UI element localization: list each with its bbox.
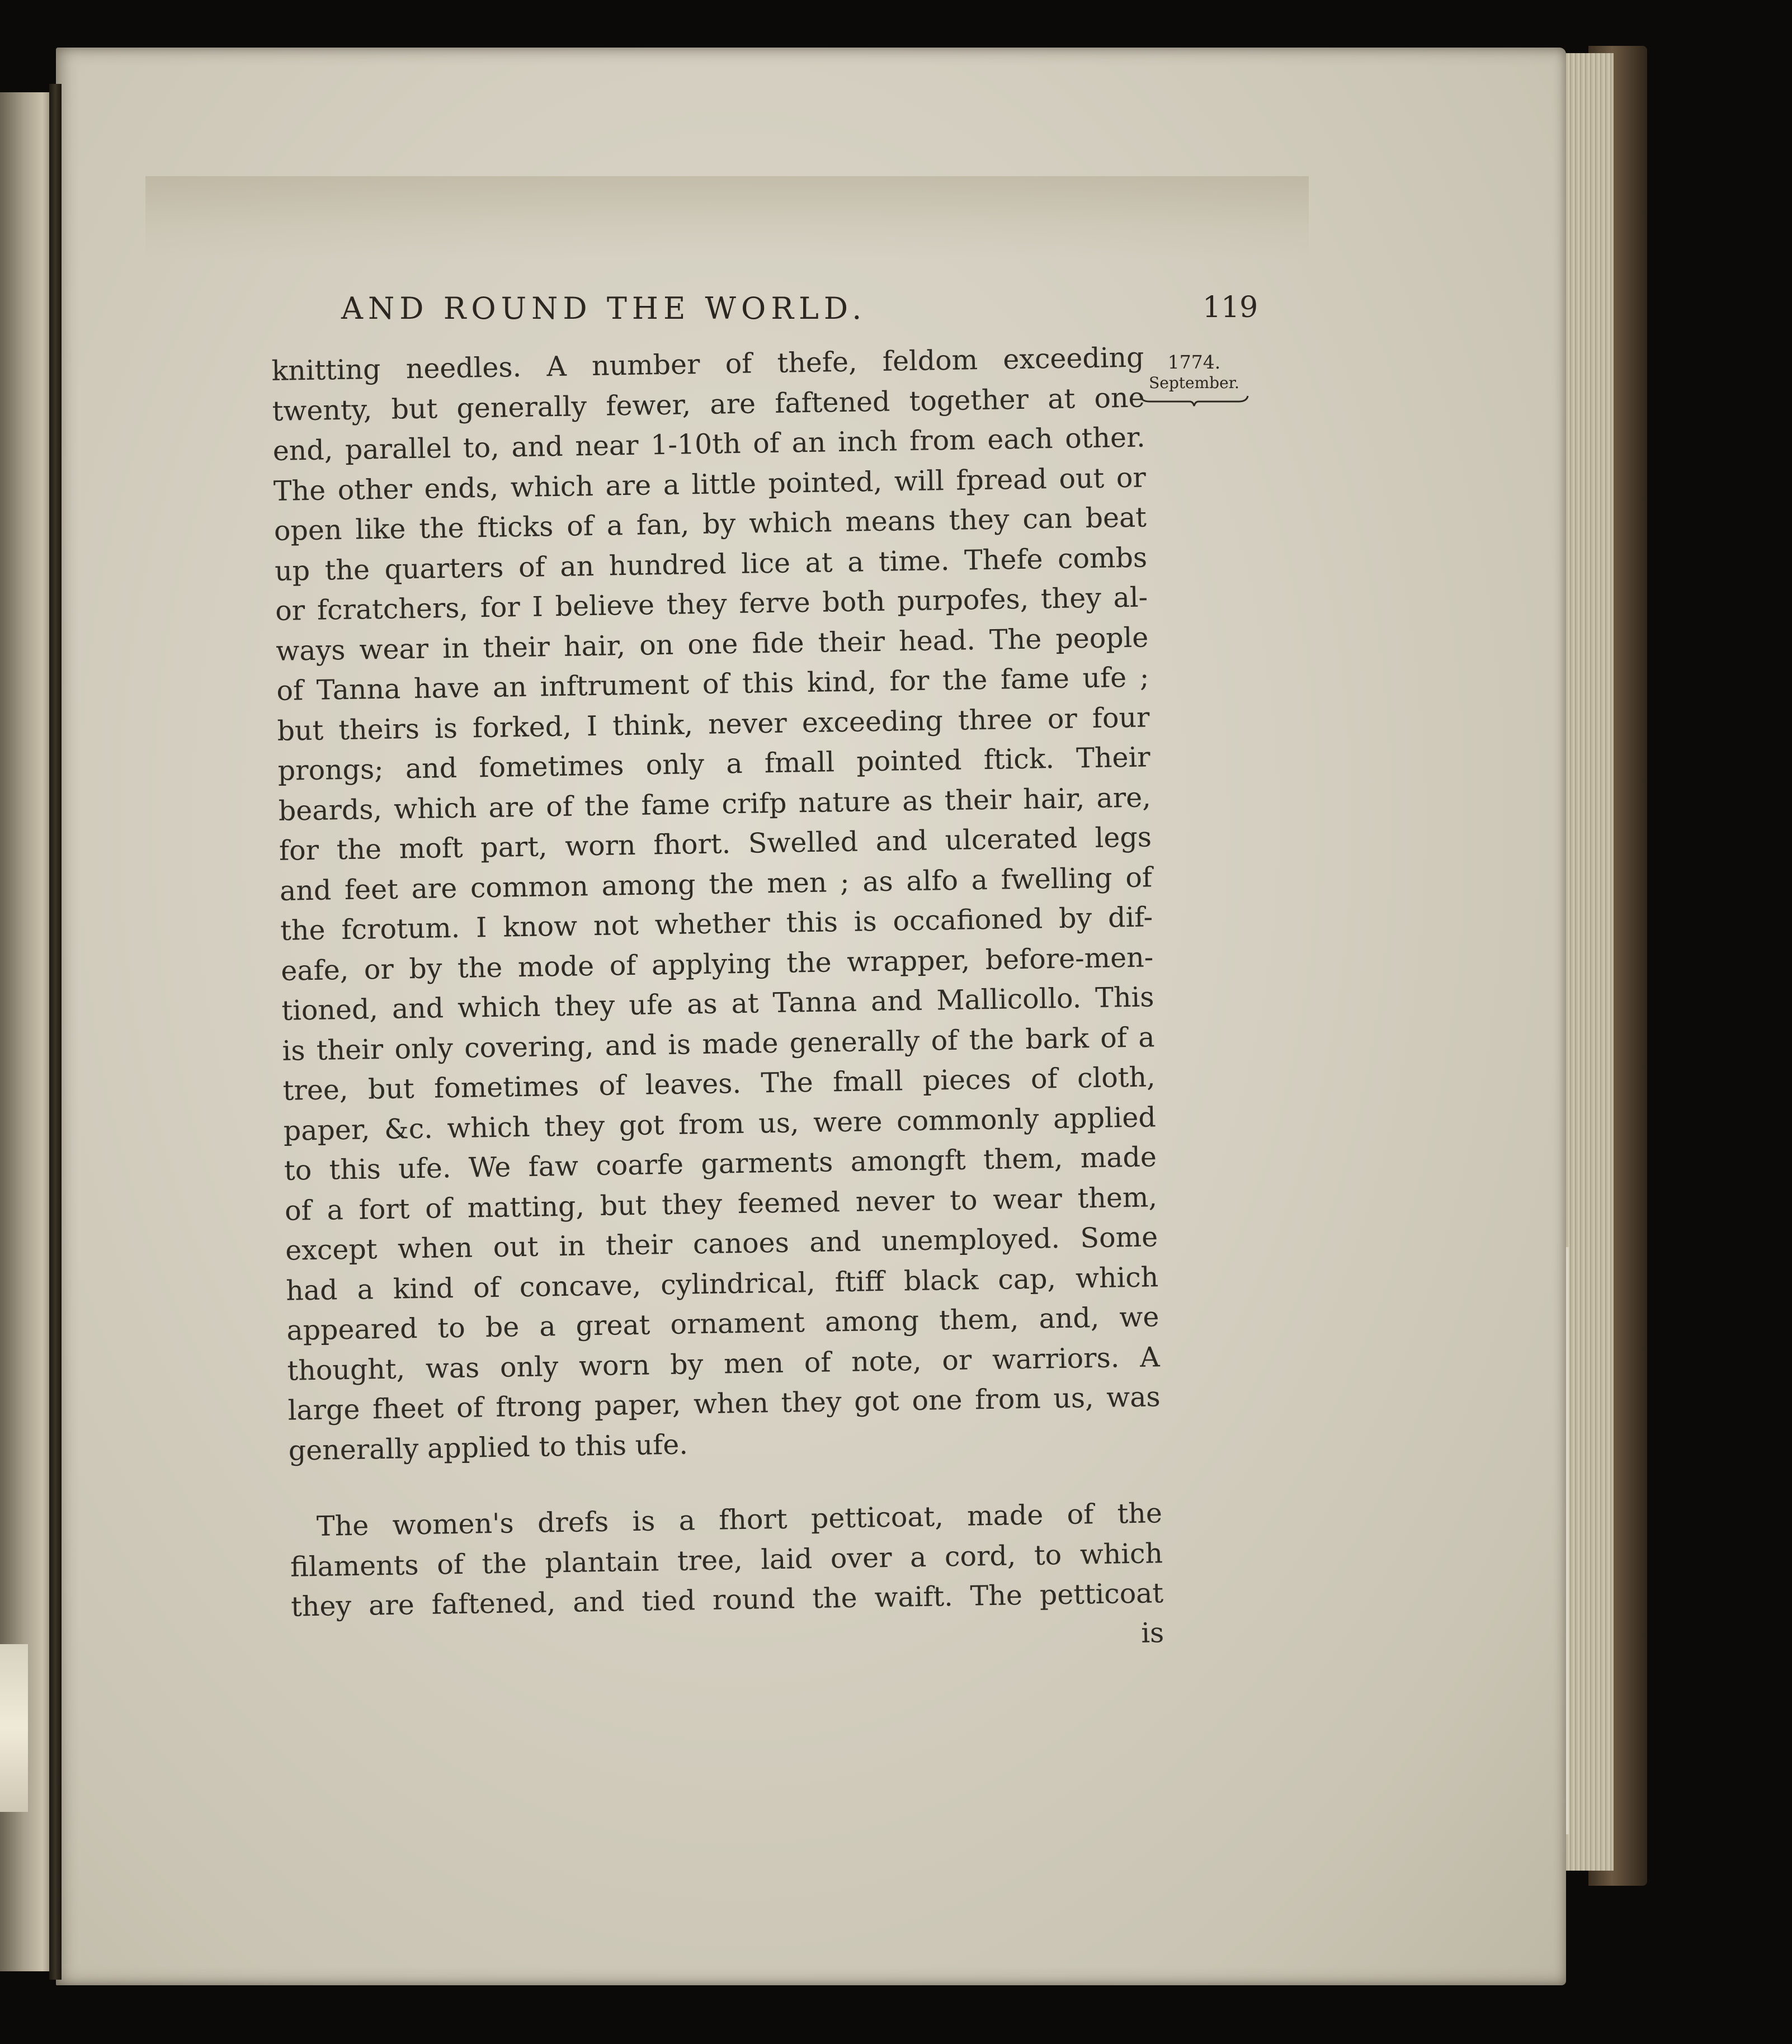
text-line: paper, &c. which they got from us, were commonly applied (283, 1101, 1157, 1147)
text-line: except when out in their canoes and unemployed. Some (285, 1221, 1158, 1267)
page-number: 119 (1202, 291, 1258, 324)
book-gutter (49, 84, 62, 1980)
plate-impression (145, 176, 1309, 260)
text-line: the fcrotum. I know not whether this is occafioned by dif- (280, 901, 1153, 947)
text-line: or fcratchers, for I believe they ferve both purpofes, they al- (275, 581, 1148, 627)
text-line: filaments of the plantain tree, laid over a cord, to which (290, 1537, 1163, 1583)
text-line: they are faftened, and tied round the waift. The petticoat (290, 1577, 1164, 1623)
text-line: ways wear in their hair, on one fide their head. The people (275, 621, 1149, 667)
text-line: of Tanna have an inftrument of this kind, for the fame ufe ; (276, 661, 1149, 707)
text-line: and feet are common among the men ; as alfo a fwelling of (279, 861, 1153, 907)
text-line: knitting needles. A number of thefe, feldom exceeding (271, 341, 1144, 387)
text-line: had a kind of concave, cylindrical, ftiff black cap, which (285, 1261, 1159, 1307)
margin-date-note (1133, 351, 1256, 407)
text-line: beards, which are of the fame crifp nature as their hair, are, (278, 781, 1152, 827)
text-line: for the moft part, worn fhort. Swelled and ulcerated legs (279, 821, 1152, 867)
text-line: is their only covering, and is made generally of the bark of a (282, 1021, 1155, 1067)
text-line: eafe, or by the mode of applying the wrapper, before-men- (280, 941, 1154, 987)
text-line: thought, was only worn by men of note, or warriors. A (287, 1340, 1160, 1387)
text-line: end, parallel to, and near 1-10th of an inch from each other. (272, 421, 1146, 467)
text-line: to this ufe. We faw coarfe garments amongft them, made (284, 1141, 1157, 1187)
text-line: large fheet of ftrong paper, when they got one from us, was (287, 1381, 1161, 1427)
brace-icon (1138, 395, 1250, 407)
running-title: AND ROUND THE WORLD. (341, 291, 867, 326)
text-line: appeared to be a great ornament among them, and, we (286, 1301, 1159, 1347)
text-line: The women's drefs is a fhort petticoat, made of the (316, 1497, 1163, 1542)
text-line: tioned, and which they ufe as at Tanna and Mallicollo. This (281, 981, 1154, 1027)
margin-year: 1774. (1167, 351, 1221, 373)
text-line: The other ends, which are a little pointed, will fpread out or (273, 461, 1147, 507)
text-line: generally applied to this ufe. (288, 1428, 688, 1467)
body-text (271, 337, 1164, 1666)
text-line: of a fort of matting, but they feemed never to wear them, (284, 1181, 1158, 1227)
previous-page-fold (0, 1644, 28, 1812)
text-line: twenty, but generally fewer, are faftened together at one (272, 381, 1145, 427)
text-line: open like the fticks of a fan, by which means they can beat (273, 501, 1147, 547)
text-line: but theirs is forked, I think, never exceeding three or four (277, 701, 1150, 747)
text-line: up the quarters of an hundred lice at a time. Thefe combs (274, 541, 1148, 587)
margin-month: September. (1149, 374, 1239, 392)
catchword: is (1140, 1616, 1164, 1649)
text-line: prongs; and fometimes only a fmall pointed ftick. Their (277, 741, 1151, 787)
text-line: tree, but fometimes of leaves. The fmall pieces of cloth, (282, 1061, 1156, 1107)
